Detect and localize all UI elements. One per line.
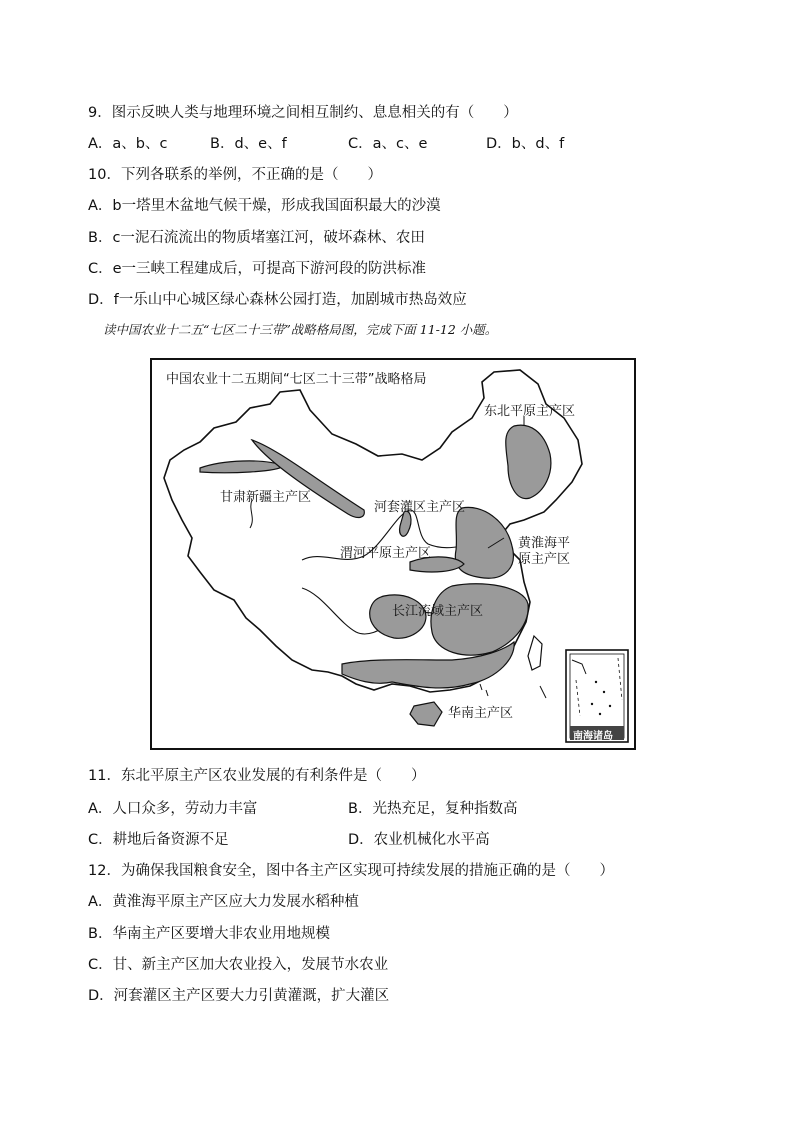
q10-option-d: D．f一乐山中心城区绿心森林公园打造，加剧城市热岛效应 — [88, 292, 467, 308]
q9-option-d: D．b、d、f — [486, 136, 565, 152]
inset-island-dot — [595, 681, 597, 683]
q12-option-b: B．华南主产区要增大非农业用地规模 — [88, 926, 330, 942]
island-mark — [486, 690, 488, 696]
label-gansu-xinjiang: 甘肃新疆主产区 — [220, 490, 312, 505]
q11-option-c: C．耕地后备资源不足 — [88, 832, 229, 848]
question-11-stem: 11．东北平原主产区农业发展的有利条件是（ ） — [88, 768, 426, 784]
question-9-stem: 9．图示反映人类与地理环境之间相互制约、息息相关的有（ ） — [88, 105, 518, 121]
china-agriculture-map — [150, 358, 636, 750]
q10-option-c: C．e一三峡工程建成后，可提高下游河段的防洪标准 — [88, 261, 427, 277]
q11-option-a: A．人口众多，劳动力丰富 — [88, 801, 258, 817]
label-changjiang: 长江流域主产区 — [392, 604, 484, 619]
map-intro-text: 读中国农业十二五“七区二十三带”战略格局图，完成下面 11-12 小题。 — [103, 322, 498, 337]
island-mark — [480, 684, 482, 690]
q9-option-a: A．a、b、c — [88, 136, 168, 152]
map-title: 中国农业十二五期间“七区二十三带”战略格局 — [166, 372, 427, 387]
label-huanghuaihai-line2: 原主产区 — [518, 552, 571, 567]
label-huanghuaihai-line1: 黄淮海平 — [518, 536, 571, 551]
island-mark — [540, 686, 546, 698]
question-10-stem: 10．下列各联系的举例，不正确的是（ ） — [88, 167, 382, 183]
q11-option-b: B．光热充足，复种指数高 — [348, 801, 518, 817]
question-12-stem: 12．为确保我国粮食安全，图中各主产区实现可持续发展的措施正确的是（ ） — [88, 863, 614, 879]
q11-option-d: D．农业机械化水平高 — [348, 832, 490, 848]
q10-option-a: A．b一塔里木盆地气候干燥，形成我国面积最大的沙漠 — [88, 198, 441, 214]
label-fenwei: 渭河平原主产区 — [340, 546, 432, 561]
q10-option-b: B．c一泥石流流出的物质堵塞江河，破坏森林、农田 — [88, 230, 425, 246]
q12-option-c: C．甘、新主产区加大农业投入，发展节水农业 — [88, 957, 389, 973]
hainan-island — [410, 702, 442, 726]
q9-option-b: B．d、e、f — [210, 136, 287, 152]
label-northeast: 东北平原主产区 — [484, 404, 576, 419]
q12-option-a: A．黄淮海平原主产区应大力发展水稻种植 — [88, 894, 359, 910]
taiwan-island — [528, 636, 542, 670]
label-huanan: 华南主产区 — [448, 706, 514, 721]
inset-island-dot — [591, 703, 593, 705]
inset-island-dot — [609, 705, 611, 707]
inset-island-dot — [603, 691, 605, 693]
inset-island-dot — [599, 713, 601, 715]
label-hetao: 河套灌区主产区 — [374, 500, 466, 515]
q12-option-d: D．河套灌区主产区要大力引黄灌溉，扩大灌区 — [88, 988, 390, 1004]
inset-label-south-china-sea: 南海诸岛 — [573, 731, 613, 742]
q9-option-c: C．a、c、e — [348, 136, 428, 152]
